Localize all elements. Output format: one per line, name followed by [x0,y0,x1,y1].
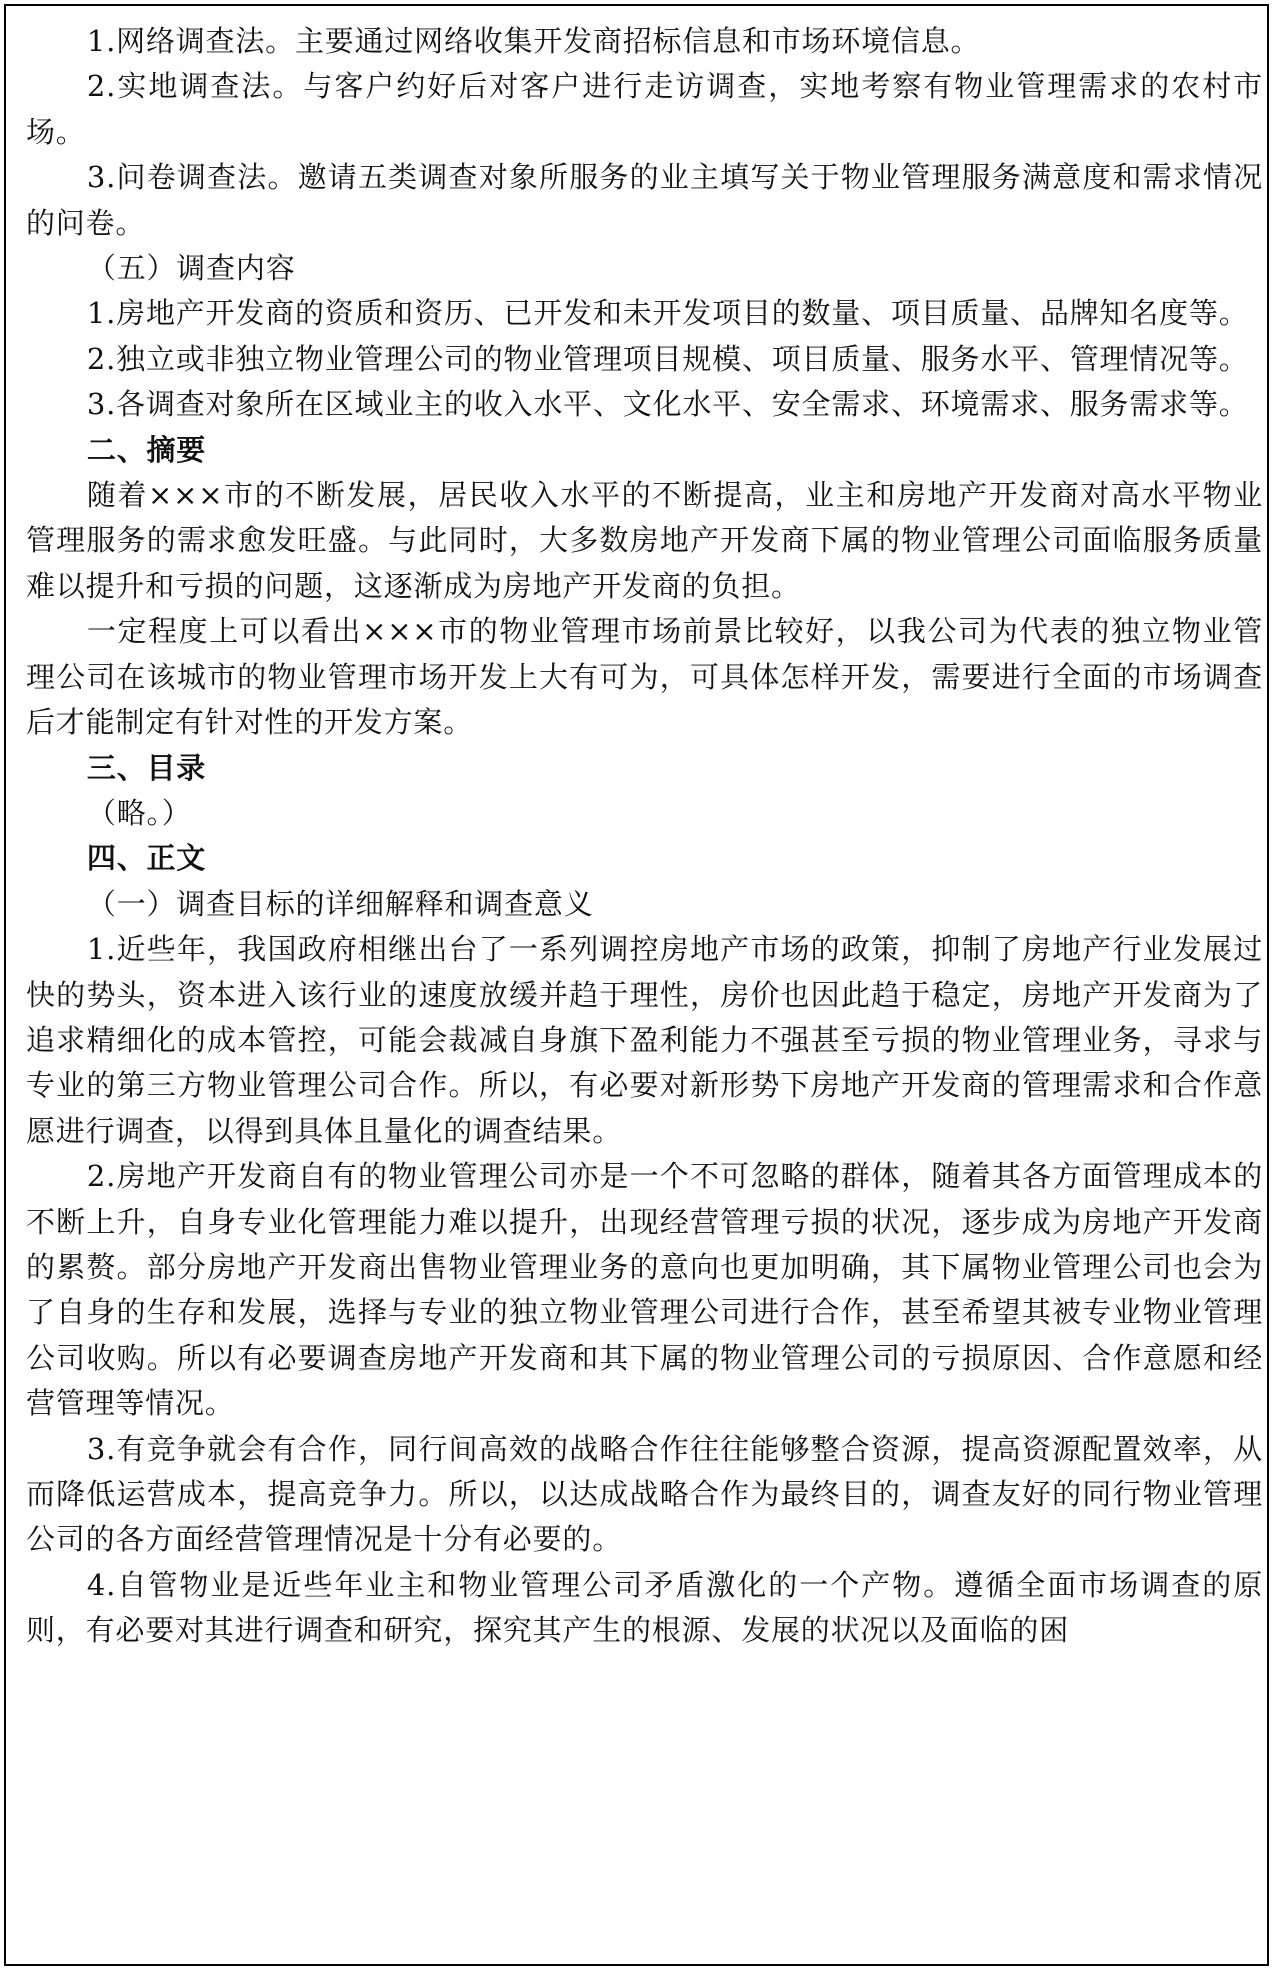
paragraph-method-field: 2.实地调查法。与客户约好后对客户进行走访调查，实地考察有物业管理需求的农村市场。 [26,69,1263,149]
paragraph-method-network: 1.网络调查法。主要通过网络收集开发商招标信息和市场环境信息。 [86,24,981,58]
paragraph-goal-2: 2.房地产开发商自有的物业管理公司亦是一个不可忽略的群体，随着其各方面管理成本的不断上升，自身专业化管理能力难以提升，出现经营管理亏损的状况，逐步成为房地产开发商的累赘。部分房地产开发商出售物业管理业务的意向也更加明确，其下属物业管理公司也会为了自身的生存和发展，选择与专业的独立物业管理公司进行合作，甚至希望其被专业物业管理公司收购。所以有必要调查房地产开发商和其下属的物业管理公司的亏损原因、合作意愿和经营管理等情况。 [26,1159,1263,1421]
paragraph-goal-4: 4.自管物业是近些年业主和物业管理公司矛盾激化的一个产物。遵循全面市场调查的原则，有必要对其进行调查和研究，探究其产生的根源、发展的状况以及面临的困 [26,1567,1263,1648]
document-body [26,19,1263,1654]
paragraph-goal-1: 1.近些年，我国政府相继出台了一系列调控房地产市场的政策，抑制了房地产行业发展过快的势头，资本进入该行业的速度放缓并趋于理性，房价也因此趋于稳定，房地产开发商为了追求精细化的成本管控，可能会裁减自身旗下盈利能力不强甚至亏损的物业管理业务，寻求与专业的第三方物业管理公司合作。所以，有必要对新形势下房地产开发商的管理需求和合作意愿进行调查，以得到具体且量化的调查结果。 [26,932,1263,1148]
heading-contents: 三、目录 [86,750,207,785]
paragraph-abstract-1: 随着×××市的不断发展，居民收入水平的不断提高，业主和房地产开发商对高水平物业管理服务的需求愈发旺盛。与此同时，大多数房地产开发商下属的物业管理公司面临服务质量难以提升和亏损的问题，这逐渐成为房地产开发商的负担。 [26,478,1263,603]
document-page [4,4,1269,1966]
paragraph-abstract-2: 一定程度上可以看出×××市的物业管理市场前景比较好，以我公司为代表的独立物业管理公司在该城市的物业管理市场开发上大有可为，可具体怎样开发，需要进行全面的市场调查后才能制定有针对性的开发方案。 [26,614,1263,740]
subheading-survey-content: （五）调查内容 [86,251,296,286]
heading-abstract: 二、摘要 [86,432,207,467]
subheading-survey-goals: （一）调查目标的详细解释和调查意义 [86,886,594,921]
heading-main-text: 四、正文 [86,841,207,876]
paragraph-content-developer: 1.房地产开发商的资质和资历、已开发和未开发项目的数量、项目质量、品牌知名度等。 [86,296,1249,331]
paragraph-content-property-company: 2.独立或非独立物业管理公司的物业管理项目规模、项目质量、服务水平、管理情况等。 [86,341,1249,376]
paragraph-contents-omitted: （略。） [86,795,192,830]
paragraph-method-questionnaire: 3.问卷调查法。邀请五类调查对象所服务的业主填写关于物业管理服务满意度和需求情况的问卷。 [26,160,1263,240]
paragraph-content-owners: 3.各调查对象所在区域业主的收入水平、文化水平、安全需求、环境需求、服务需求等。 [86,387,1249,422]
paragraph-goal-3: 3.有竞争就会有合作，同行间高效的战略合作往往能够整合资源，提高资源配置效率，从而降低运营成本，提高竞争力。所以，以达成战略合作为最终目的，调查友好的同行物业管理公司的各方面经营管理情况是十分有必要的。 [26,1431,1263,1557]
